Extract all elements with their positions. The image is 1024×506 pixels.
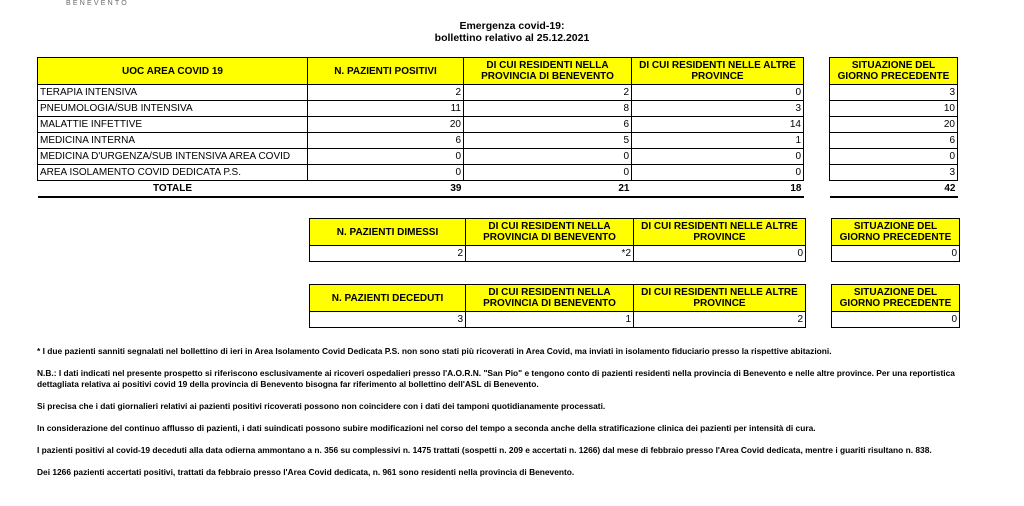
table-header-row (310, 285, 960, 312)
row-label: AREA ISOLAMENTO COVID DEDICATA P.S. (38, 165, 308, 181)
row-label: MEDICINA INTERNA (38, 133, 308, 149)
cell-positivi: 11 (308, 101, 464, 117)
total-positivi: 39 (308, 181, 464, 198)
bulletin-title: Emergenza covid-19: (459, 20, 565, 32)
table-row (38, 117, 958, 133)
cell-altre: 0 (632, 85, 804, 101)
note-residenti: Dei 1266 pazienti accertati positivi, trattati da febbraio presso l'Area Covid dedicata, n. 961 sono residenti nella provincia di Benevento. (37, 466, 575, 477)
header-area: UOC AREA COVID 19 (38, 58, 308, 85)
cell-deceduti: 3 (310, 312, 466, 328)
cell-altre: 0 (632, 165, 804, 181)
table-row (310, 312, 960, 328)
deceduti-table (309, 284, 960, 328)
table-row (38, 101, 958, 117)
cell-precedente: 6 (830, 133, 958, 149)
header-benevento: DI CUI RESIDENTI NELLA PROVINCIA DI BENEVENTO (466, 285, 634, 312)
cell-precedente: 3 (830, 85, 958, 101)
header-altre: DI CUI RESIDENTI NELLE ALTRE PROVINCE (634, 219, 806, 246)
cell-benevento: 0 (464, 149, 632, 165)
header-precedente: SITUAZIONE DEL GIORNO PRECEDENTE (832, 219, 960, 246)
header-benevento: DI CUI RESIDENTI NELLA PROVINCIA DI BENEVENTO (464, 58, 632, 85)
cell-benevento: 6 (464, 117, 632, 133)
cell-altre: 0 (634, 246, 806, 262)
table-row (38, 133, 958, 149)
cell-benevento: 0 (464, 165, 632, 181)
total-row (38, 181, 958, 198)
brand-logo-text: BENEVENTO (66, 0, 129, 7)
table-row (38, 149, 958, 165)
cell-altre: 2 (634, 312, 806, 328)
header-altre: DI CUI RESIDENTI NELLE ALTRE PROVINCE (634, 285, 806, 312)
header-precedente: SITUAZIONE DEL GIORNO PRECEDENTE (830, 58, 958, 85)
cell-positivi: 6 (308, 133, 464, 149)
header-positivi: N. PAZIENTI POSITIVI (308, 58, 464, 85)
row-label: MALATTIE INFETTIVE (38, 117, 308, 133)
notes-section (37, 346, 977, 489)
cell-altre: 14 (632, 117, 804, 133)
cell-dimessi: 2 (310, 246, 466, 262)
cell-altre: 3 (632, 101, 804, 117)
note-nb: N.B.: I dati indicati nel presente prospetto si riferiscono esclusivamente ai ricoveri ospedalieri presso l'A.O.R.N. "San Pio" e tengono conto di pazienti residenti nella provincia di Benevento e nelle altre province. Per una reportistica dettagliata relativa ai positivi covid 19 della provincia di Benevento bisogna far riferimento al bollettino dell'ASL di Benevento. (37, 368, 955, 389)
table-header-row (38, 58, 958, 85)
total-precedente: 42 (830, 181, 958, 198)
table-row (38, 85, 958, 101)
cell-precedente: 20 (830, 117, 958, 133)
header-dimessi: N. PAZIENTI DIMESSI (310, 219, 466, 246)
cell-altre: 0 (632, 149, 804, 165)
cell-benevento: 8 (464, 101, 632, 117)
cell-positivi: 0 (308, 149, 464, 165)
table-header-row (310, 219, 960, 246)
cell-benevento: 1 (466, 312, 634, 328)
header-precedente: SITUAZIONE DEL GIORNO PRECEDENTE (832, 285, 960, 312)
row-label: PNEUMOLOGIA/SUB INTENSIVA (38, 101, 308, 117)
ricoveri-table (37, 57, 958, 198)
bulletin-date: bollettino relativo al 25.12.2021 (434, 32, 590, 44)
cell-precedente: 0 (832, 312, 960, 328)
note-asterisk: * I due pazienti sanniti segnalati nel bollettino di ieri in Area Isolamento Covid Dedicata P.S. non sono stati più ricoverati in Area Covid, ma inviati in isolamento fiduciario presso la rispettive abitazioni. (37, 346, 832, 356)
table-row (38, 165, 958, 181)
cell-altre: 1 (632, 133, 804, 149)
dimessi-table (309, 218, 960, 262)
cell-benevento: *2 (466, 246, 634, 262)
row-label: TERAPIA INTENSIVA (38, 85, 308, 101)
note-deceduti: I pazienti positivi al covid-19 deceduti alla data odierna ammontano a n. 356 su complessivi n. 1475 trattati (sospetti n. 209 e accertati n. 1266) dal mese di febbraio presso l'Area Covid dedicata, mentre i guariti risultano n. 838. (37, 444, 932, 455)
header-deceduti: N. PAZIENTI DECEDUTI (310, 285, 466, 312)
row-label: MEDICINA D'URGENZA/SUB INTENSIVA AREA COVID (38, 149, 308, 165)
total-altre: 18 (632, 181, 804, 198)
note-afflusso: In considerazione del continuo afflusso di pazienti, i dati suindicati possono subire modificazioni nel corso del tempo a seconda anche della stratificazione clinica dei pazienti per intensità di cura. (37, 422, 816, 433)
cell-precedente: 10 (830, 101, 958, 117)
header-altre: DI CUI RESIDENTI NELLE ALTRE PROVINCE (632, 58, 804, 85)
total-benevento: 21 (464, 181, 632, 198)
cell-precedente: 3 (830, 165, 958, 181)
cell-benevento: 5 (464, 133, 632, 149)
cell-positivi: 20 (308, 117, 464, 133)
cell-precedente: 0 (830, 149, 958, 165)
cell-precedente: 0 (832, 246, 960, 262)
note-tamponi: Si precisa che i dati giornalieri relativi ai pazienti positivi ricoverati possono non coincidere con i dati dei tamponi quotidianamente processati. (37, 400, 606, 411)
table-row (310, 246, 960, 262)
header-benevento: DI CUI RESIDENTI NELLA PROVINCIA DI BENEVENTO (466, 219, 634, 246)
cell-benevento: 2 (464, 85, 632, 101)
cell-positivi: 0 (308, 165, 464, 181)
total-label: TOTALE (38, 181, 308, 198)
cell-positivi: 2 (308, 85, 464, 101)
